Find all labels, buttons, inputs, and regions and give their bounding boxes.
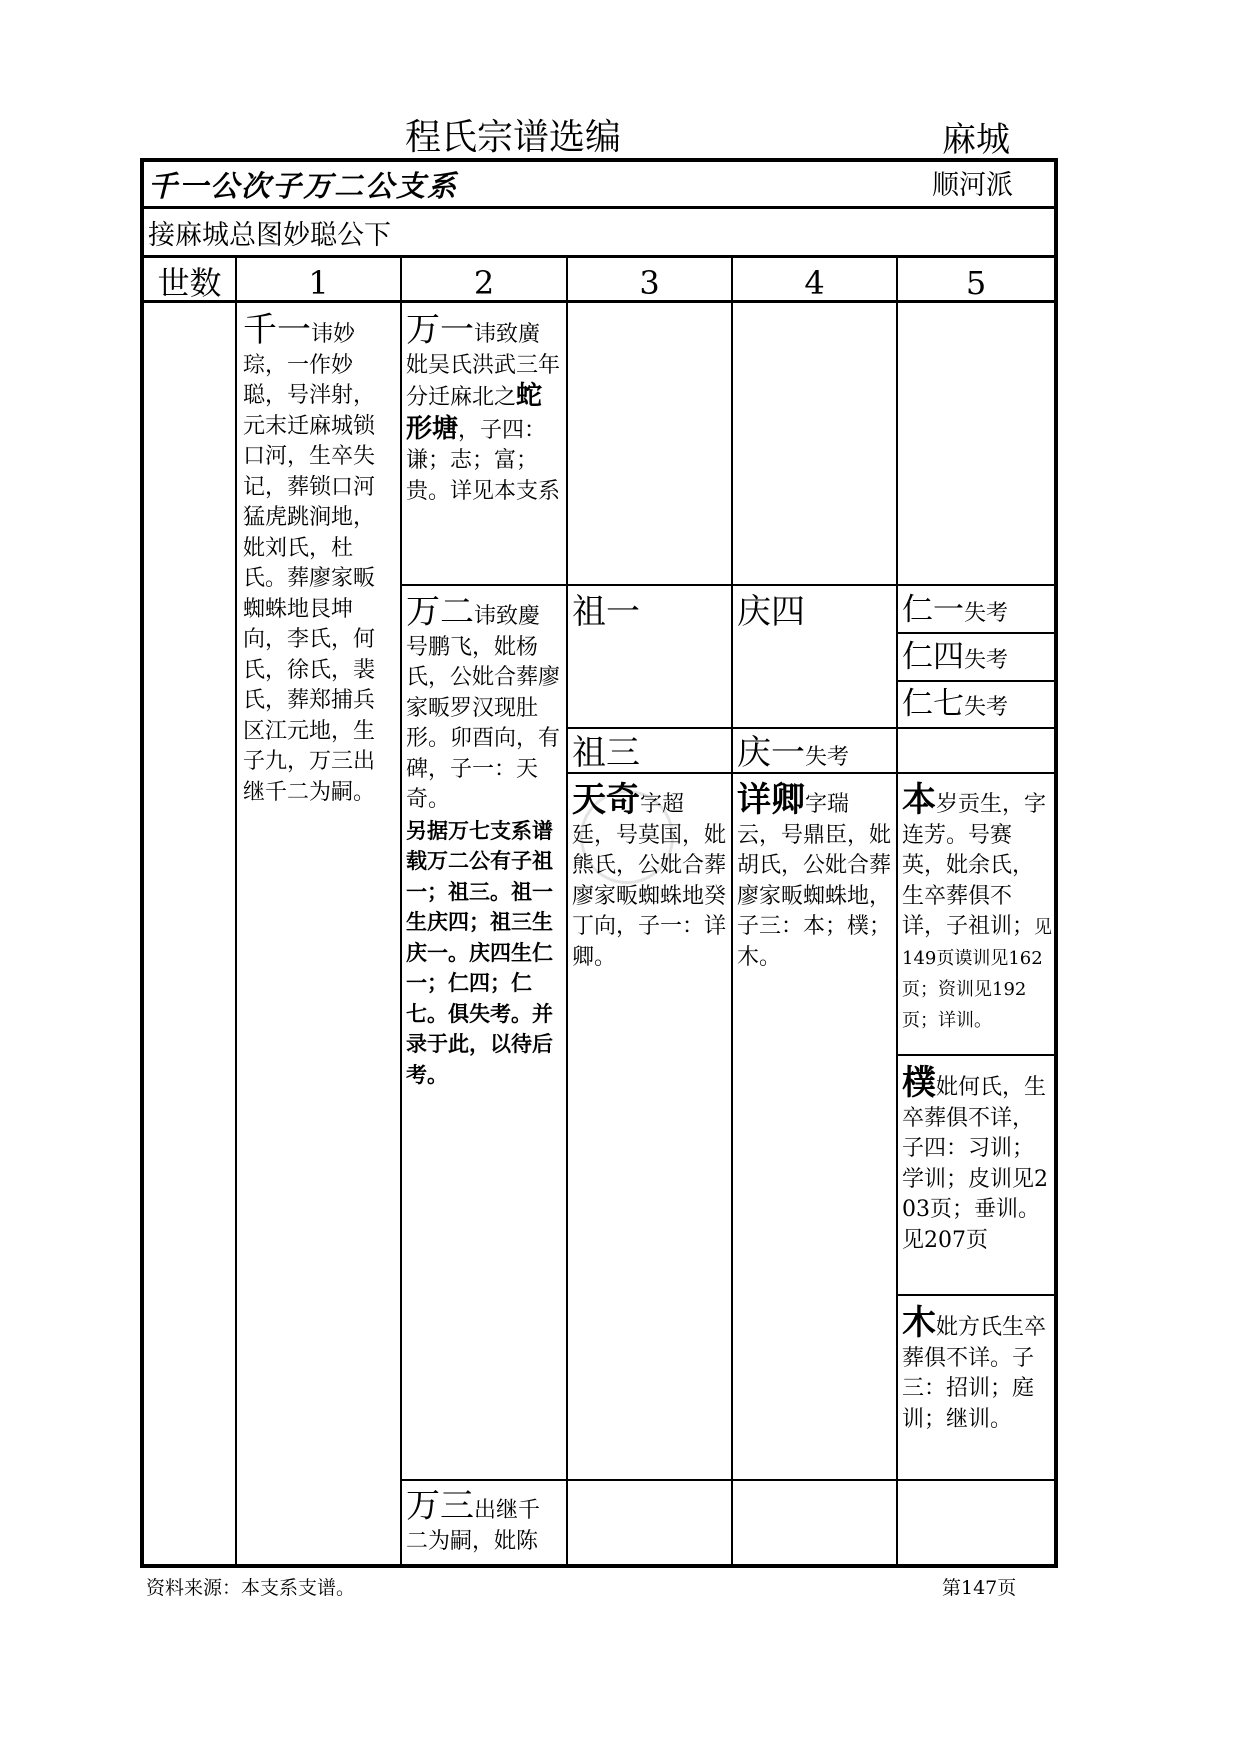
column-divider	[731, 255, 733, 1565]
entry-zusan	[572, 733, 726, 774]
generation-label: 世数	[157, 264, 222, 302]
person-name: 庆四	[737, 592, 805, 632]
person-name: 仁七	[902, 686, 964, 722]
lost-record-note: 失考	[964, 648, 1009, 673]
research-note: 另据万七支系谱载万二公有子祖一；祖三。祖一生庆四；祖三生庆一。庆四生仁一；仁四；仁七。俱失考。并录于此，以待后考。	[406, 817, 553, 1087]
entry-pu	[902, 1063, 1054, 1256]
person-name: 仁四	[902, 639, 964, 675]
person-name: 万二	[406, 592, 474, 632]
branch-name: 千一公次子万二公支系	[148, 169, 459, 203]
entry-qianyi	[243, 310, 395, 808]
lost-record-note: 失考	[805, 745, 850, 770]
page-number: 第147页	[942, 1577, 1017, 1599]
person-name: 万一	[406, 310, 474, 350]
entry-wanyi	[406, 310, 560, 507]
generation-number: 1	[308, 264, 329, 302]
cell-divider	[896, 1054, 1058, 1056]
person-bio: 讳妙琮，一作妙聪，号泮射，元末迁麻城锁口河，生卒失记，葬锁口河猛虎跳涧地，妣刘氏，杜氏。葬廖家畈蜘蛛地艮坤向，李氏，何氏，徐氏，裴氏，葬郑捕兵区江元地，生子九，万三出继千二为嗣。	[243, 322, 376, 805]
cell-divider	[896, 1294, 1058, 1296]
person-bio-cont: ，子四：谦；志；富；贵。详见本支系	[406, 417, 561, 504]
row-divider	[140, 206, 1058, 209]
person-name: 仁一	[902, 592, 964, 628]
person-name: 详卿	[737, 780, 805, 820]
person-name: 木	[902, 1303, 936, 1343]
entry-zuyi	[572, 592, 726, 633]
entry-qingyi	[737, 733, 891, 774]
entry-renyi	[902, 590, 1054, 630]
region-label: 麻城	[942, 120, 1010, 160]
person-name: 本	[902, 780, 936, 820]
person-name: 千一	[243, 310, 311, 350]
generation-number: 4	[804, 264, 825, 302]
source-note: 资料来源：本支系支谱。	[146, 1577, 356, 1599]
person-bio: 妣何氏，生卒葬俱不详，子四：习训；学训；皮训见203页；垂训。见207页	[902, 1075, 1048, 1253]
column-divider	[896, 255, 898, 1565]
person-name: 祖一	[572, 592, 640, 632]
person-bio: 出继千二为嗣，妣陈	[406, 1498, 541, 1554]
page-references: 见149页谟训见162页；资训见192页；详训。	[902, 917, 1053, 1031]
column-divider	[235, 255, 237, 1565]
continuation-note: 接麻城总图妙聪公下	[148, 220, 391, 251]
cell-divider	[400, 584, 1058, 586]
entry-wansan	[406, 1486, 560, 1557]
entry-qingsi	[737, 592, 891, 633]
faction-label: 顺河派	[932, 170, 1013, 201]
person-name: 庆一	[737, 733, 805, 773]
column-divider	[566, 255, 568, 1565]
entry-ben	[902, 780, 1054, 1036]
person-name: 天奇	[572, 780, 640, 820]
entry-rensi	[902, 637, 1054, 677]
person-bio: 岁贡生，字连芳。号赛英，妣余氏，生卒葬俱不详，子祖训；	[902, 792, 1047, 939]
cell-divider	[896, 680, 1058, 682]
generation-number: 2	[473, 264, 495, 302]
place-name: 蛇形塘	[406, 381, 543, 444]
person-bio: 讳致慶号鹏飞，妣杨氏，公妣合葬廖家畈罗汉现肚形。卯酉向，有碑，子一：天奇。	[406, 604, 561, 812]
person-bio: 字瑞云，号鼎臣，妣胡氏，公妣合葬廖家畈蜘蛛地，子三：本；樸；木。	[737, 792, 892, 970]
person-bio: 讳致廣妣吴氏洪武三年分迁麻北之	[406, 322, 561, 410]
person-bio: 妣方氏生卒葬俱不详。子三：招训；庭训；继训。	[902, 1315, 1047, 1432]
lost-record-note: 失考	[964, 601, 1009, 626]
entry-mu	[902, 1303, 1054, 1435]
cell-divider	[400, 1479, 1058, 1481]
generation-number: 3	[639, 264, 660, 302]
person-name: 祖三	[572, 733, 640, 773]
page-title: 程氏宗谱选编	[405, 117, 622, 158]
person-name: 樸	[902, 1063, 936, 1103]
generation-number: 5	[965, 264, 987, 302]
entry-waner	[406, 592, 560, 1090]
entry-tianqi	[572, 780, 726, 973]
cell-divider	[896, 632, 1058, 634]
lost-record-note: 失考	[964, 695, 1009, 720]
person-name: 万三	[406, 1486, 474, 1526]
person-bio: 字超廷，号莫国，妣熊氏，公妣合葬廖家畈蜘蛛地癸丁向，子一：详卿。	[572, 792, 727, 970]
cell-divider	[566, 727, 1058, 729]
entry-xiangqing	[737, 780, 891, 973]
column-divider	[400, 255, 402, 1565]
entry-renqi	[902, 684, 1054, 724]
